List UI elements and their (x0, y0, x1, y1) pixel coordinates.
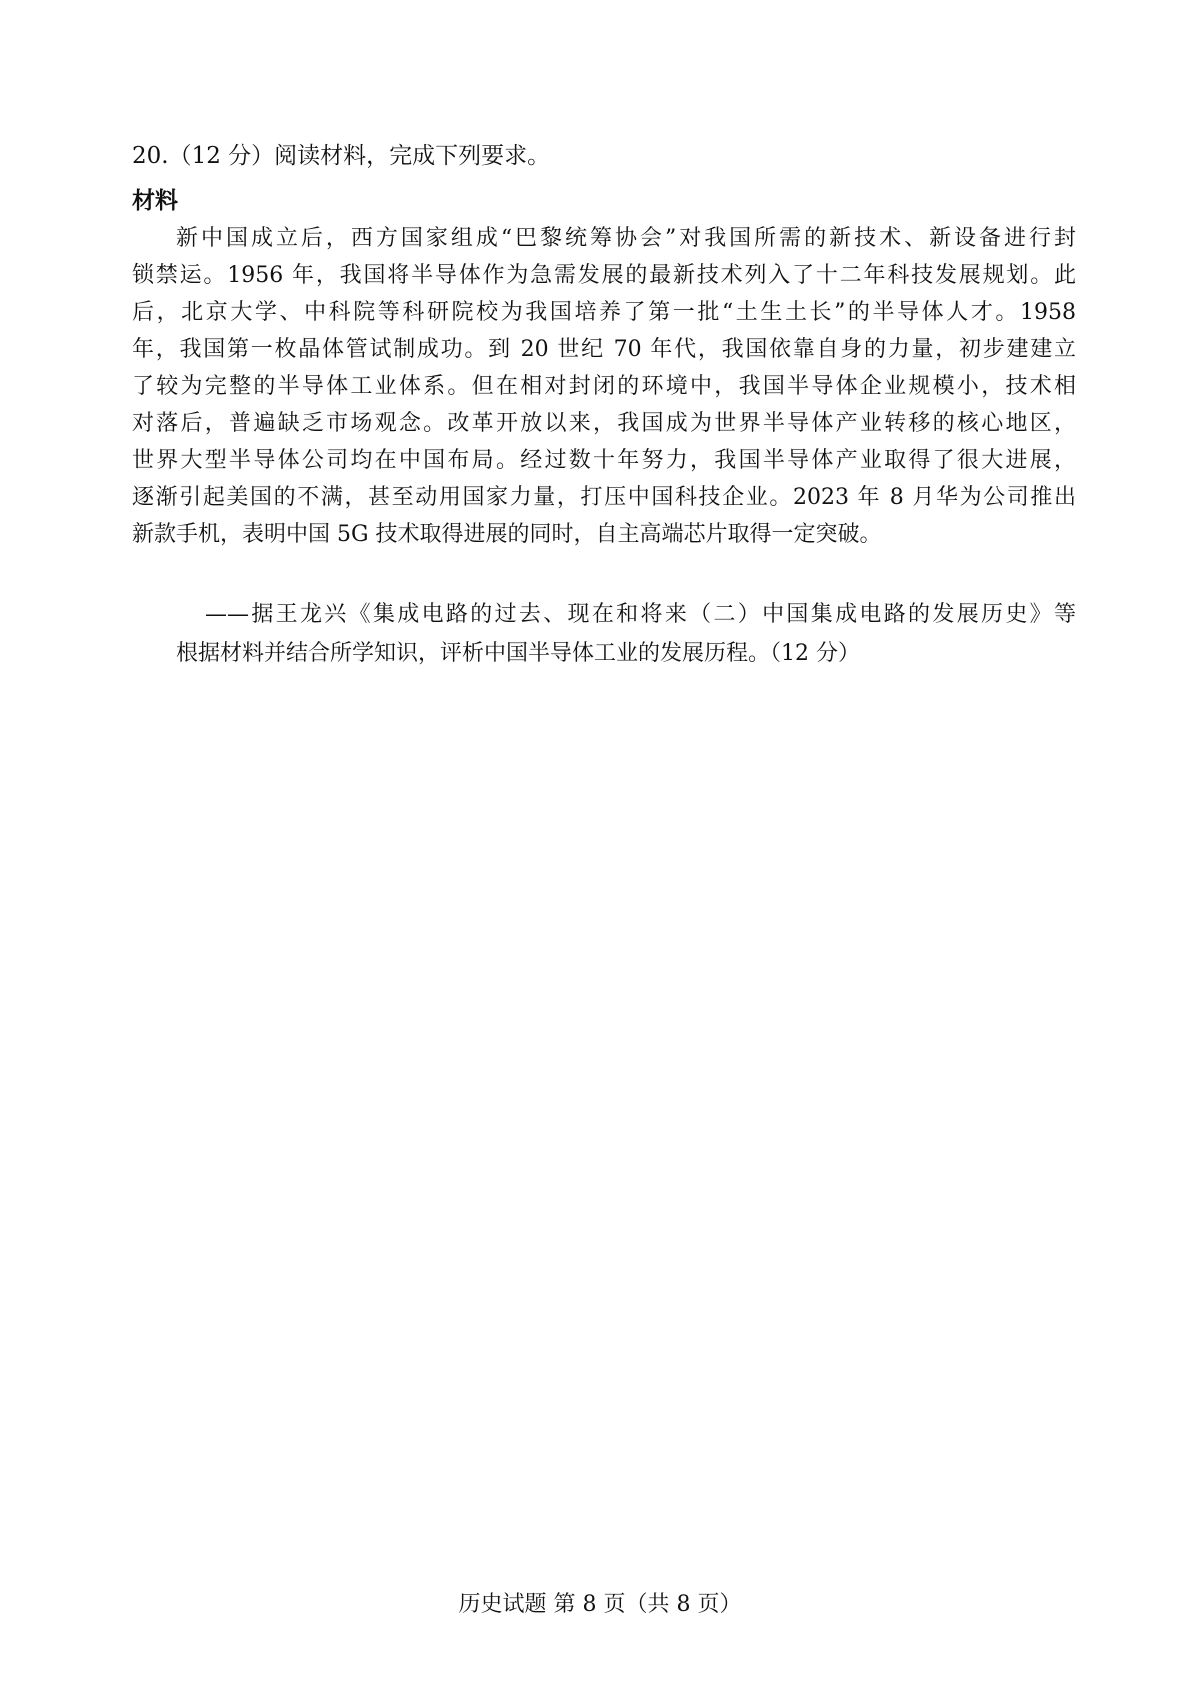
material-line: 逐渐引起美国的不满，甚至动用国家力量，打压中国科技企业。2023 年 8 月华为公司推出 (132, 485, 1076, 510)
material-line: 了较为完整的半导体工业体系。但在相对封闭的环境中，我国半导体企业规模小，技术相 (132, 374, 1076, 399)
material-line: 年，我国第一枚晶体管试制成功。到 20 世纪 70 年代，我国依靠自身的力量，初步建建立 (132, 337, 1076, 362)
material-line: 后，北京大学、中科院等科研院校为我国培养了第一批“土生土长”的半导体人才。1958 (132, 300, 1076, 325)
question-header: 20.（12 分）阅读材料，完成下列要求。 (132, 143, 551, 169)
material-source: ——据王龙兴《集成电路的过去、现在和将来（二）中国集成电路的发展历史》等 (205, 602, 1076, 627)
question-task: 根据材料并结合所学知识，评析中国半导体工业的发展历程。（12 分） (176, 641, 860, 666)
page-footer: 历史试题 第 8 页（共 8 页） (458, 1592, 742, 1617)
material-label: 材料 (132, 188, 178, 214)
material-line: 新款手机，表明中国 5G 技术取得进展的同时，自主高端芯片取得一定突破。 (132, 522, 882, 547)
material-line: 对落后，普遍缺乏市场观念。改革开放以来，我国成为世界半导体产业转移的核心地区， (132, 411, 1076, 436)
material-line: 新中国成立后，西方国家组成“巴黎统筹协会”对我国所需的新技术、新设备进行封 (176, 226, 1076, 251)
material-line: 锁禁运。1956 年，我国将半导体作为急需发展的最新技术列入了十二年科技发展规划。此 (132, 263, 1076, 288)
material-line: 世界大型半导体公司均在中国布局。经过数十年努力，我国半导体产业取得了很大进展， (132, 448, 1076, 473)
material-paragraph (132, 220, 1076, 553)
